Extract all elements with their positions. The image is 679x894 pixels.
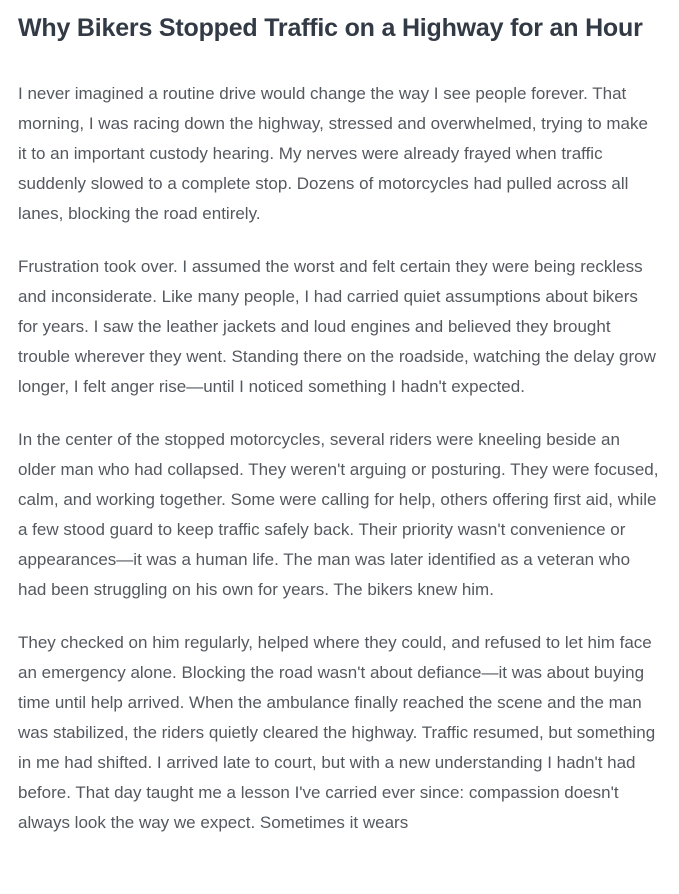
article-paragraph: I never imagined a routine drive would change the way I see people forever. That morning, I was racing down the highway, stressed and overwhelmed, trying to make it to an important custody hearing. My nerves were already frayed when traffic suddenly slowed to a complete stop. Dozens of motorcycles had pulled across all lanes, blocking the road entirely. xyxy=(18,84,648,223)
page-title: Why Bikers Stopped Traffic on a Highway for an Hour xyxy=(18,14,643,42)
article-paragraph: They checked on him regularly, helped where they could, and refused to let him face an emergency alone. Blocking the road wasn't about defiance—it was about buying time until help arrived. When the ambulance finally reached the scene and the man was stabilized, the riders quietly cleared the highway. Traffic resumed, but something in me had shifted. I arrived late to court, but with a new understanding I hadn't had before. That day taught me a lesson I've carried ever since: compassion doesn't always look the way we expect. Sometimes it wears xyxy=(18,633,656,832)
article-paragraph: In the center of the stopped motorcycles, several riders were kneeling beside an older man who had collapsed. They weren't arguing or posturing. They were focused, calm, and working together. Some were calling for help, others offering first aid, while a few stood guard to keep traffic safely back. Their priority wasn't convenience or appearances—it was a human life. The man was later identified as a veteran who had been struggling on his own for years. The bikers knew him. xyxy=(18,430,659,599)
article-body xyxy=(18,79,660,838)
article-paragraph: Frustration took over. I assumed the worst and felt certain they were being reckless and inconsiderate. Like many people, I had carried quiet assumptions about bikers for years. I saw the leather jackets and loud engines and believed they brought trouble wherever they went. Standing there on the roadside, watching the delay grow longer, I felt anger rise—until I noticed something I hadn't expected. xyxy=(18,257,656,396)
